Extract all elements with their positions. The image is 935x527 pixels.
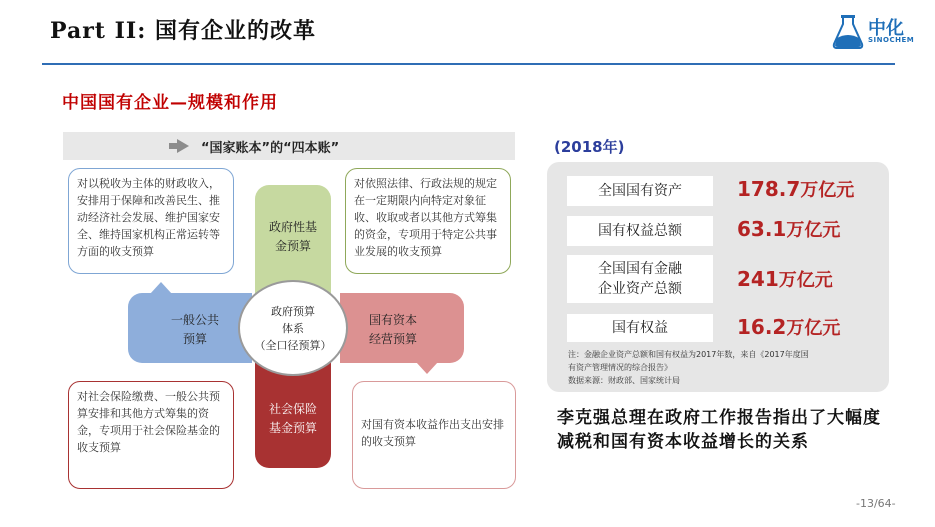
- social-insurance-label-line: 基金预算: [268, 421, 317, 435]
- stat-value: [737, 176, 854, 202]
- stat-label-line: 企业资产总额: [598, 281, 682, 297]
- state-capital-description-text: 对国有资本收益作出支出安排的收支预算: [361, 418, 504, 448]
- slide-title: Part II: 国有企业的改革: [50, 18, 316, 44]
- stat-unit: 万亿元: [778, 270, 833, 291]
- stat-unit: 万亿元: [786, 220, 841, 241]
- four-accounts-banner: [63, 132, 515, 160]
- stat-label: 国有权益: [567, 314, 713, 342]
- stat-number: 241: [737, 267, 779, 291]
- stat-value: [737, 266, 833, 292]
- stats-footnote: [568, 348, 886, 387]
- stat-label: [567, 255, 713, 303]
- stat-label: 全国国有资产: [567, 176, 713, 206]
- footnote-line: 数据来源：财政部、国家统计局: [568, 376, 680, 385]
- fund-budget-label-line: 政府性基: [268, 220, 317, 234]
- state-capital-label-line: 国有资本: [368, 313, 417, 327]
- stat-label-line: 全国国有金融: [598, 261, 682, 277]
- budget-system-line: 体系: [282, 322, 304, 335]
- fund-budget-label-line: 金预算: [274, 239, 311, 253]
- header-rule: [42, 63, 895, 65]
- general-budget-label: [160, 311, 230, 349]
- stats-year: (2018年): [554, 138, 625, 156]
- social-insurance-label: [255, 400, 331, 438]
- fund-budget-label: [255, 218, 331, 256]
- budget-system-label: [240, 303, 346, 354]
- general-budget-label-line: 一般公共: [170, 313, 219, 327]
- stat-number: 63.1: [737, 217, 787, 241]
- state-capital-label: [355, 311, 431, 349]
- logo-english: SINOCHEM: [868, 36, 915, 44]
- general-budget-pointer: [150, 282, 172, 294]
- stat-number: 178.7: [737, 177, 801, 201]
- state-capital-label-line: 经营预算: [368, 332, 417, 346]
- budget-system-line: 政府预算: [271, 305, 315, 318]
- page-number: -13/64-: [856, 497, 896, 510]
- flask-icon: [832, 14, 864, 50]
- stat-value: [737, 216, 840, 242]
- budget-system-circle: [238, 280, 348, 376]
- stat-number: 16.2: [737, 315, 787, 339]
- premier-quote: 李克强总理在政府工作报告指出了大幅度减税和国有资本收益增长的关系: [557, 408, 881, 452]
- section-subtitle: 中国国有企业—规模和作用: [62, 93, 278, 113]
- stat-unit: 万亿元: [800, 180, 855, 201]
- social-insurance-description: 对社会保险缴费、一般公共预算安排和其他方式筹集的资金，专项用于社会保险基金的收支预算: [68, 381, 234, 489]
- general-budget-description: 对以税收为主体的财政收入，安排用于保障和改善民生、推动经济社会发展、维护国家安全、维持国家机构正常运转等方面的收支预算: [68, 168, 234, 274]
- stat-value: [737, 314, 840, 340]
- fund-budget-description: 对依照法律、行政法规的规定在一定期限内向特定对象征收、收取或者以其他方式筹集的资金，专项用于特定公共事业发展的收支预算: [345, 168, 511, 274]
- footnote-line: 有资产管理情况的综合报告》: [568, 363, 672, 372]
- arrow-right-icon: [177, 139, 189, 153]
- stat-unit: 万亿元: [786, 318, 841, 339]
- general-budget-label-line: 预算: [182, 332, 207, 346]
- budget-system-line: （全口径预算）: [254, 339, 332, 352]
- state-capital-description: [352, 381, 516, 489]
- banner-label: “国家账本”的“四本账”: [201, 141, 340, 156]
- social-insurance-label-line: 社会保险: [268, 402, 317, 416]
- sinochem-logo: [832, 12, 922, 52]
- state-capital-pointer: [416, 362, 438, 374]
- stat-label: 国有权益总额: [567, 216, 713, 246]
- logo-chinese: 中化: [868, 18, 904, 39]
- footnote-line: 注：金融企业资产总额和国有权益为2017年数，来自《2017年度国: [568, 350, 809, 359]
